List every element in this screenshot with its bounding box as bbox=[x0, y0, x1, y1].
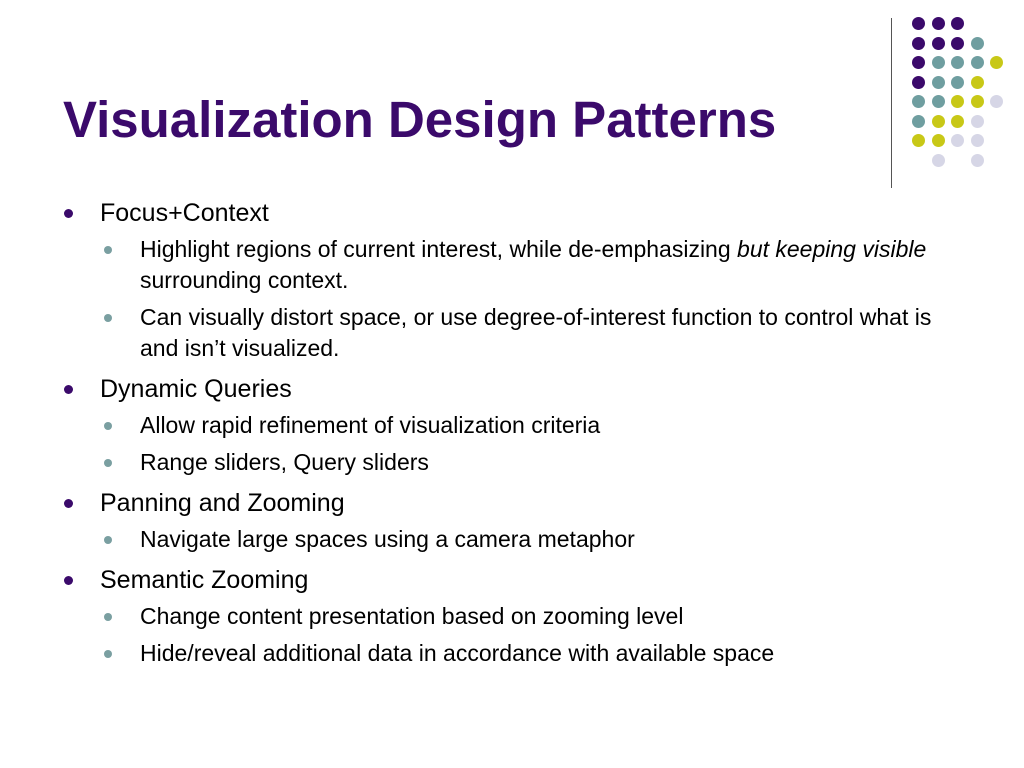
sub-bullet-item bbox=[0, 234, 1024, 296]
decorative-dot bbox=[912, 115, 925, 128]
decorative-dot bbox=[971, 134, 984, 147]
decorative-dot bbox=[932, 37, 945, 50]
decorative-dot bbox=[971, 37, 984, 50]
sub-bullet-text-end: surrounding context. bbox=[140, 267, 349, 293]
sub-bullet-item bbox=[0, 410, 1024, 441]
decorative-dot bbox=[912, 56, 925, 69]
slide-title: Visualization Design Patterns bbox=[63, 91, 777, 148]
bullet-item bbox=[0, 370, 1024, 408]
sub-bullet-item bbox=[0, 524, 1024, 555]
bullet-text: Dynamic Queries bbox=[100, 375, 292, 403]
bullet-text: Focus+Context bbox=[100, 199, 269, 227]
decorative-dot bbox=[951, 37, 964, 50]
sub-bullet-text-italic: but keeping visible bbox=[737, 236, 927, 262]
decorative-dot bbox=[971, 95, 984, 108]
decorative-dot-grid bbox=[0, 0, 1024, 200]
sub-bullet-item bbox=[0, 638, 1024, 669]
bullet-list bbox=[0, 194, 1024, 675]
bullet-item bbox=[0, 484, 1024, 522]
decorative-dot bbox=[951, 76, 964, 89]
decorative-dot bbox=[951, 115, 964, 128]
decorative-dot bbox=[932, 17, 945, 30]
bullet-text: Panning and Zooming bbox=[100, 489, 345, 517]
sub-bullet-dot-icon bbox=[104, 459, 112, 467]
bullet-item bbox=[0, 194, 1024, 232]
sub-bullet-text-start: Highlight regions of current interest, while de-emphasizing bbox=[140, 236, 738, 262]
sub-bullet-text: Can visually distort space, or use degree-of-interest function to control what is and isn’t visualized. bbox=[140, 304, 932, 361]
sub-bullet-dot-icon bbox=[104, 613, 112, 621]
sub-bullet-dot-icon bbox=[104, 650, 112, 658]
decorative-dot bbox=[932, 76, 945, 89]
sub-bullet-dot-icon bbox=[104, 536, 112, 544]
bullet-text: Semantic Zooming bbox=[100, 566, 309, 594]
sub-bullet-dot-icon bbox=[104, 314, 112, 322]
decorative-dot bbox=[912, 17, 925, 30]
decorative-dot bbox=[912, 95, 925, 108]
bullet-dot-icon bbox=[64, 209, 73, 218]
decorative-dot bbox=[951, 134, 964, 147]
decorative-dot bbox=[971, 154, 984, 167]
bullet-item bbox=[0, 561, 1024, 599]
decorative-dot bbox=[932, 134, 945, 147]
sub-bullet-text: Allow rapid refinement of visualization criteria bbox=[140, 412, 601, 438]
decorative-dot bbox=[932, 115, 945, 128]
decorative-dot bbox=[951, 17, 964, 30]
decorative-dot bbox=[912, 134, 925, 147]
sub-bullet-text: Hide/reveal additional data in accordance with available space bbox=[140, 640, 775, 666]
sub-bullet-text: Change content presentation based on zooming level bbox=[140, 603, 684, 629]
decorative-dot bbox=[990, 56, 1003, 69]
decorative-dot bbox=[951, 56, 964, 69]
sub-bullet-item bbox=[0, 447, 1024, 478]
decorative-dot bbox=[971, 56, 984, 69]
decorative-dot bbox=[932, 56, 945, 69]
decorative-dot bbox=[990, 95, 1003, 108]
bullet-dot-icon bbox=[64, 499, 73, 508]
sub-bullet-dot-icon bbox=[104, 422, 112, 430]
sub-bullet-dot-icon bbox=[104, 246, 112, 254]
sub-bullet-item bbox=[0, 601, 1024, 632]
decorative-dot bbox=[912, 37, 925, 50]
decorative-dot bbox=[951, 95, 964, 108]
decorative-dot bbox=[971, 115, 984, 128]
bullet-dot-icon bbox=[64, 576, 73, 585]
sub-bullet-text: Range sliders, Query sliders bbox=[140, 449, 429, 475]
sub-bullet-item bbox=[0, 302, 1024, 364]
decorative-dot bbox=[912, 76, 925, 89]
sub-bullet-text: Navigate large spaces using a camera metaphor bbox=[140, 526, 635, 552]
decorative-dot bbox=[971, 76, 984, 89]
decorative-dot bbox=[932, 154, 945, 167]
bullet-dot-icon bbox=[64, 385, 73, 394]
decorative-dot bbox=[932, 95, 945, 108]
